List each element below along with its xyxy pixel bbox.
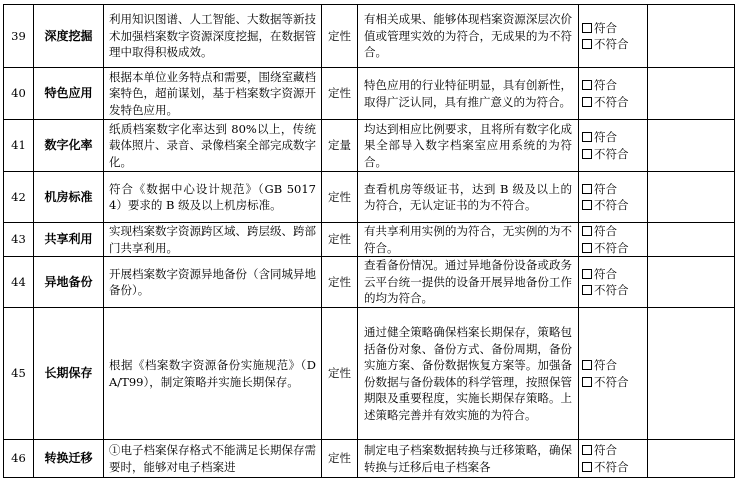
option-noncompliant[interactable]	[582, 94, 644, 111]
table-row	[4, 120, 735, 172]
checkbox-icon[interactable]	[582, 462, 592, 472]
option-compliant[interactable]	[582, 223, 644, 240]
checkbox-icon[interactable]	[582, 377, 592, 387]
requirement-text: 开展档案数字资源异地备份（含同城异地备份）。	[109, 266, 316, 297]
option-compliant-label: 符合	[594, 358, 617, 372]
criteria-text: 特色应用的行业特征明显，具有创新性，取得广泛认同，具有推广意义的为符合。	[364, 78, 572, 109]
option-compliant-label: 符合	[594, 130, 617, 144]
option-noncompliant[interactable]	[582, 459, 644, 476]
item-number-text: 41	[11, 138, 26, 153]
item-requirement	[104, 308, 322, 440]
option-compliant[interactable]	[582, 20, 644, 37]
criteria-text: 均达到相应比例要求，且将所有数字化成果全部导入数字档案室应用系统的为符合。	[364, 121, 572, 169]
requirement-text: 利用知识图谱、人工智能、大数据等新技术加强档案数字资源深度挖掘，在数据管理中取得积极成效。	[109, 12, 316, 60]
item-type	[322, 172, 358, 223]
item-name-text: 共享利用	[44, 232, 93, 247]
item-name	[34, 5, 104, 68]
item-name-text: 异地备份	[44, 274, 93, 289]
option-noncompliant-label: 不符合	[594, 146, 629, 161]
requirement-text: 根据本单位业务特点和需要，围绕室藏档案特色，超前谋划，基于档案数字资源开发特色应用。	[109, 69, 316, 117]
option-noncompliant[interactable]	[582, 282, 644, 299]
option-noncompliant[interactable]	[582, 374, 644, 391]
type-text: 定性	[328, 28, 351, 43]
type-text: 定性	[328, 366, 351, 381]
item-criteria	[358, 68, 579, 120]
checkbox-icon[interactable]	[582, 243, 592, 253]
table-row	[4, 172, 735, 223]
item-type	[322, 257, 358, 308]
checkbox-icon[interactable]	[582, 445, 592, 455]
item-criteria	[358, 5, 579, 68]
criteria-text: 查看备份情况。通过异地备份设备或政务云平台统一提供的设备开展异地备份工作的均为符合。	[364, 258, 572, 306]
item-number	[4, 68, 34, 120]
option-noncompliant[interactable]	[582, 197, 644, 214]
result-options	[579, 440, 648, 478]
option-compliant[interactable]	[582, 442, 644, 459]
option-noncompliant-label: 不符合	[594, 240, 629, 255]
item-name	[34, 440, 104, 478]
result-options	[579, 172, 648, 223]
item-number-text: 39	[11, 28, 26, 43]
checkbox-icon[interactable]	[582, 200, 592, 210]
result-options	[579, 223, 648, 257]
item-criteria	[358, 257, 579, 308]
item-requirement	[104, 172, 322, 223]
item-number-text: 43	[11, 232, 26, 247]
item-criteria	[358, 120, 579, 172]
option-noncompliant-label: 不符合	[594, 94, 629, 109]
item-type	[322, 120, 358, 172]
type-text: 定量	[328, 138, 351, 153]
item-type	[322, 223, 358, 257]
item-number	[4, 5, 34, 68]
item-type	[322, 68, 358, 120]
item-remark	[648, 68, 735, 120]
item-requirement	[104, 68, 322, 120]
option-noncompliant-label: 不符合	[594, 283, 629, 297]
criteria-text: 制定电子档案数据转换与迁移策略，确保转换与迁移后电子档案各	[364, 443, 572, 474]
item-number-text: 40	[11, 86, 26, 101]
assessment-table	[3, 4, 735, 478]
criteria-text: 通过健全策略确保档案长期保存，策略包括备份对象、备份方式、备份周期，备份实施方案、备份数据恢复方案等。加强备份数据与备份载体的科学管理，按照保管期限及重要程度，实施长期保存策略。上述策略完善并有效实施的为符合。	[364, 325, 572, 422]
item-number	[4, 172, 34, 223]
requirement-text: 符合《数据中心设计规范》（GB 50174）要求的 B 级及以上机房标准。	[109, 181, 316, 212]
item-number-text: 42	[11, 189, 26, 204]
option-compliant[interactable]	[582, 181, 644, 198]
item-name	[34, 257, 104, 308]
option-noncompliant[interactable]	[582, 240, 644, 257]
requirement-text: ①电子档案保存格式不能满足长期保存需要时，能够对电子档案进	[109, 443, 316, 474]
table-row	[4, 5, 735, 68]
result-options	[579, 120, 648, 172]
item-requirement	[104, 257, 322, 308]
item-remark	[648, 308, 735, 440]
checkbox-icon[interactable]	[582, 97, 592, 107]
requirement-text: 实现档案数字资源跨区域、跨层级、跨部门共享利用。	[109, 224, 316, 255]
type-text: 定性	[328, 189, 351, 204]
item-criteria	[358, 308, 579, 440]
item-remark	[648, 257, 735, 308]
criteria-text: 有共享利用实例的为符合，无实例的为不符合。	[364, 224, 572, 255]
table-row	[4, 308, 735, 440]
type-text: 定性	[328, 86, 351, 101]
item-remark	[648, 172, 735, 223]
checkbox-icon[interactable]	[582, 39, 592, 49]
checkbox-icon[interactable]	[582, 80, 592, 90]
item-number	[4, 308, 34, 440]
item-name	[34, 308, 104, 440]
result-options	[579, 68, 648, 120]
requirement-text: 根据《档案数字资源备份实施规范》（DA/T99），制定策略并实施长期保存。	[109, 358, 316, 389]
option-compliant[interactable]	[582, 77, 644, 94]
option-noncompliant[interactable]	[582, 36, 644, 53]
item-criteria	[358, 172, 579, 223]
item-name-text: 深度挖掘	[44, 28, 93, 43]
item-number-text: 46	[11, 451, 26, 466]
checkbox-icon[interactable]	[582, 285, 592, 295]
item-criteria	[358, 440, 579, 478]
item-requirement	[104, 440, 322, 478]
requirement-text: 纸质档案数字化率达到 80%以上，传统载体照片、录音、录像档案全部完成数字化。	[109, 121, 316, 169]
item-number	[4, 223, 34, 257]
option-noncompliant[interactable]	[582, 146, 644, 163]
item-number-text: 44	[11, 274, 26, 289]
item-name-text: 数字化率	[44, 138, 93, 153]
table-row	[4, 223, 735, 257]
option-compliant[interactable]	[582, 129, 644, 146]
item-name	[34, 223, 104, 257]
item-number	[4, 440, 34, 478]
table-body	[4, 5, 735, 478]
item-name-text: 特色应用	[44, 86, 93, 101]
item-remark	[648, 223, 735, 257]
item-criteria	[358, 223, 579, 257]
option-compliant-label: 符合	[594, 181, 617, 196]
item-name	[34, 68, 104, 120]
item-requirement	[104, 5, 322, 68]
item-name-text: 转换迁移	[44, 451, 93, 466]
item-requirement	[104, 223, 322, 257]
item-remark	[648, 120, 735, 172]
table-row	[4, 257, 735, 308]
checkbox-icon[interactable]	[582, 23, 592, 33]
option-compliant[interactable]	[582, 357, 644, 374]
item-number-text: 45	[11, 366, 26, 381]
option-compliant-label: 符合	[594, 443, 617, 457]
checkbox-icon[interactable]	[582, 184, 592, 194]
checkbox-icon[interactable]	[582, 360, 592, 370]
checkbox-icon[interactable]	[582, 132, 592, 142]
item-number	[4, 120, 34, 172]
item-name	[34, 172, 104, 223]
type-text: 定性	[328, 232, 351, 247]
item-remark	[648, 5, 735, 68]
type-text: 定性	[328, 274, 351, 289]
option-noncompliant-label: 不符合	[594, 198, 629, 212]
table-row	[4, 440, 735, 478]
criteria-text: 有相关成果、能够体现档案资源深层次价值或管理实效的为符合，无成果的为不符合。	[364, 12, 572, 60]
option-compliant-label: 符合	[594, 78, 617, 92]
option-noncompliant-label: 不符合	[594, 374, 629, 389]
checkbox-icon[interactable]	[582, 269, 592, 279]
table-row	[4, 68, 735, 120]
item-remark	[648, 440, 735, 478]
option-compliant-label: 符合	[594, 266, 617, 281]
option-compliant[interactable]	[582, 266, 644, 283]
item-name	[34, 120, 104, 172]
option-noncompliant-label: 不符合	[594, 37, 629, 51]
checkbox-icon[interactable]	[582, 149, 592, 159]
item-name-text: 机房标准	[44, 189, 93, 204]
criteria-text: 查看机房等级证书，达到 B 级及以上的为符合，无认定证书的为不符合。	[364, 181, 572, 212]
option-compliant-label: 符合	[594, 20, 617, 35]
item-name-text: 长期保存	[44, 366, 93, 381]
item-type	[322, 308, 358, 440]
item-requirement	[104, 120, 322, 172]
item-number	[4, 257, 34, 308]
result-options	[579, 308, 648, 440]
result-options	[579, 257, 648, 308]
item-type	[322, 440, 358, 478]
result-options	[579, 5, 648, 68]
option-noncompliant-label: 不符合	[594, 459, 629, 474]
type-text: 定性	[328, 451, 351, 466]
checkbox-icon[interactable]	[582, 226, 592, 236]
item-type	[322, 5, 358, 68]
option-compliant-label: 符合	[594, 224, 617, 238]
